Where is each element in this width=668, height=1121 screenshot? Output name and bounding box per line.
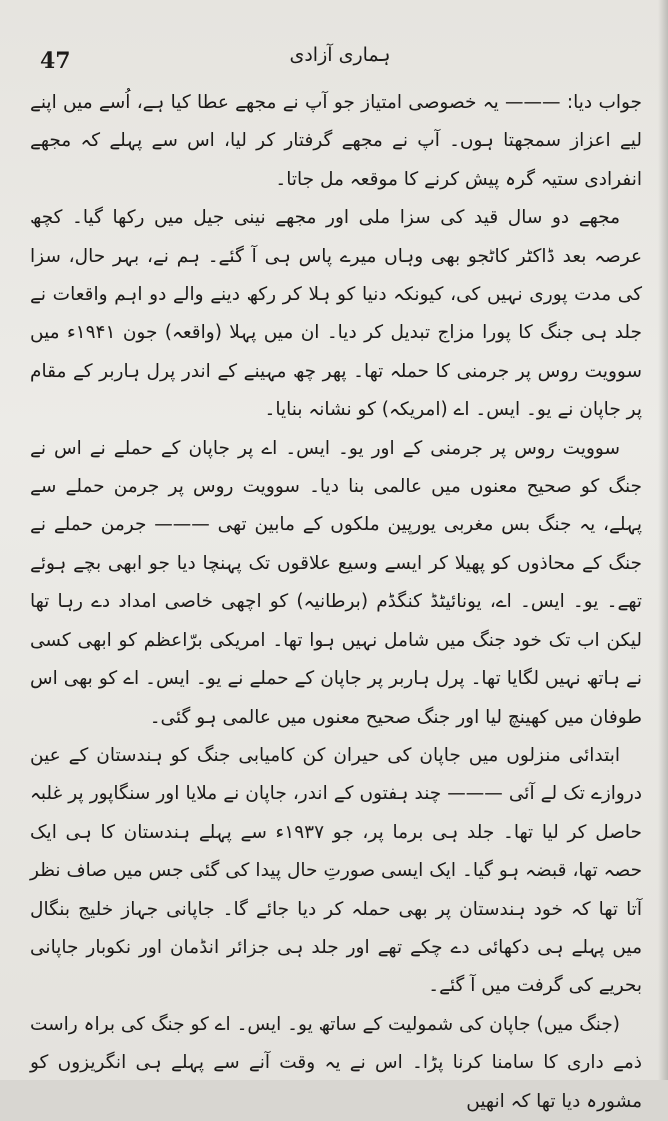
running-title: ہماری آزادی [289,44,391,66]
paragraph-us-entry: (جنگ میں) جاپان کی شمولیت کے ساتھ یو۔ ایس۔ اے کو جنگ کی براہ راست ذمے داری کا سامنا کرنا پڑا۔ اس نے یہ وقت آنے سے پہلے ہی انگریزوں کو مشورہ دیا تھا کہ انھیں [30,1013,642,1112]
paragraph-japan-advance: ابتدائی منزلوں میں جاپان کی حیران کن کامیابی جنگ کو ہندستان کے عین دروازے تک لے آئی ——— چند ہفتوں کے اندر، جاپان نے ملایا اور سنگاپور پر غلبہ حاصل کر لیا تھا۔ جلد ہی برما پر، جو ۱۹۳۷ء سے پہلے ہندستان کا ہی ایک حصہ تھا، قبضہ ہو گیا۔ ایک ایسی صورتِ حال پیدا کی گئی جس میں صاف نظر آتا تھا کہ خود ہندستان پر بھی حملہ کر دیا جائے گا۔ جاپانی جہاز خلیج بنگال میں پہلے ہی دکھائی دے چکے تھے اور جلد ہی جزائر انڈمان اور نکوبار جاپانی بحریے کی گرفت میں آ گئے۔ [30,744,642,997]
page-number: 47 [40,48,71,74]
paragraph-reply: جواب دیا: ——— یہ خصوصی امتیاز جو آپ نے مجھے عطا کیا ہے، اُسے میں اپنے لیے اعزاز سمجھتا ہوں۔ آپ نے مجھے گرفتار کر لیا، اس سے پہلے کہ مجھے انفرادی ستیہ گرہ پیش کرنے کا موقعہ مل جاتا۔ [30,92,642,190]
page-header [40,44,640,84]
body-text [30,84,642,1112]
paragraph-imprisonment: مجھے دو سال قید کی سزا ملی اور مجھے نینی جیل میں رکھا گیا۔ کچھ عرصہ بعد ڈاکٹر کاٹجو بھی وہاں میرے پاس ہی آ گئے۔ ہم نے، بہر حال، سزا کی مدت پوری نہیں کی، کیونکہ دنیا کو ہلا کر رکھ دینے والے دو اہم واقعات نے جلد ہی جنگ کا پورا مزاج تبدیل کر دیا۔ ان میں پہلا (واقعہ) جون ۱۹۴۱ء میں سوویت روس پر جرمنی کا حملہ تھا۔ پھر چھ مہینے کے اندر پرل ہاربر کے مقام پر جاپان نے یو۔ ایس۔ اے (امریکہ) کو نشانہ بنایا۔ [30,207,642,421]
paragraph-world-war: سوویت روس پر جرمنی کے اور یو۔ ایس۔ اے پر جاپان کے حملے نے اس نے جنگ کو صحیح معنوں میں عالمی بنا دیا۔ سوویت روس پر جرمن حملے سے پہلے، یہ جنگ بس مغربی یورپین ملکوں کے مابین تھی ——— جرمن حملے نے جنگ کے محاذوں کو پھیلا کر ایسے وسیع علاقوں تک پہنچا دیا جو ابھی بچے ہوئے تھے۔ یو۔ ایس۔ اے، یونائیٹڈ کنگڈم (برطانیہ) کو اچھی خاصی امداد دے رہا تھا لیکن اب تک خود جنگ میں شامل نہیں ہوا تھا۔ امریکی برّاعظم کو ابھی کسی نے ہاتھ نہیں لگایا تھا۔ پرل ہاربر پر جاپان کے حملے نے یو۔ ایس۔ اے کو بھی اس طوفان میں کھینچ لیا اور جنگ صحیح معنوں میں عالمی ہو گئی۔ [30,437,642,728]
